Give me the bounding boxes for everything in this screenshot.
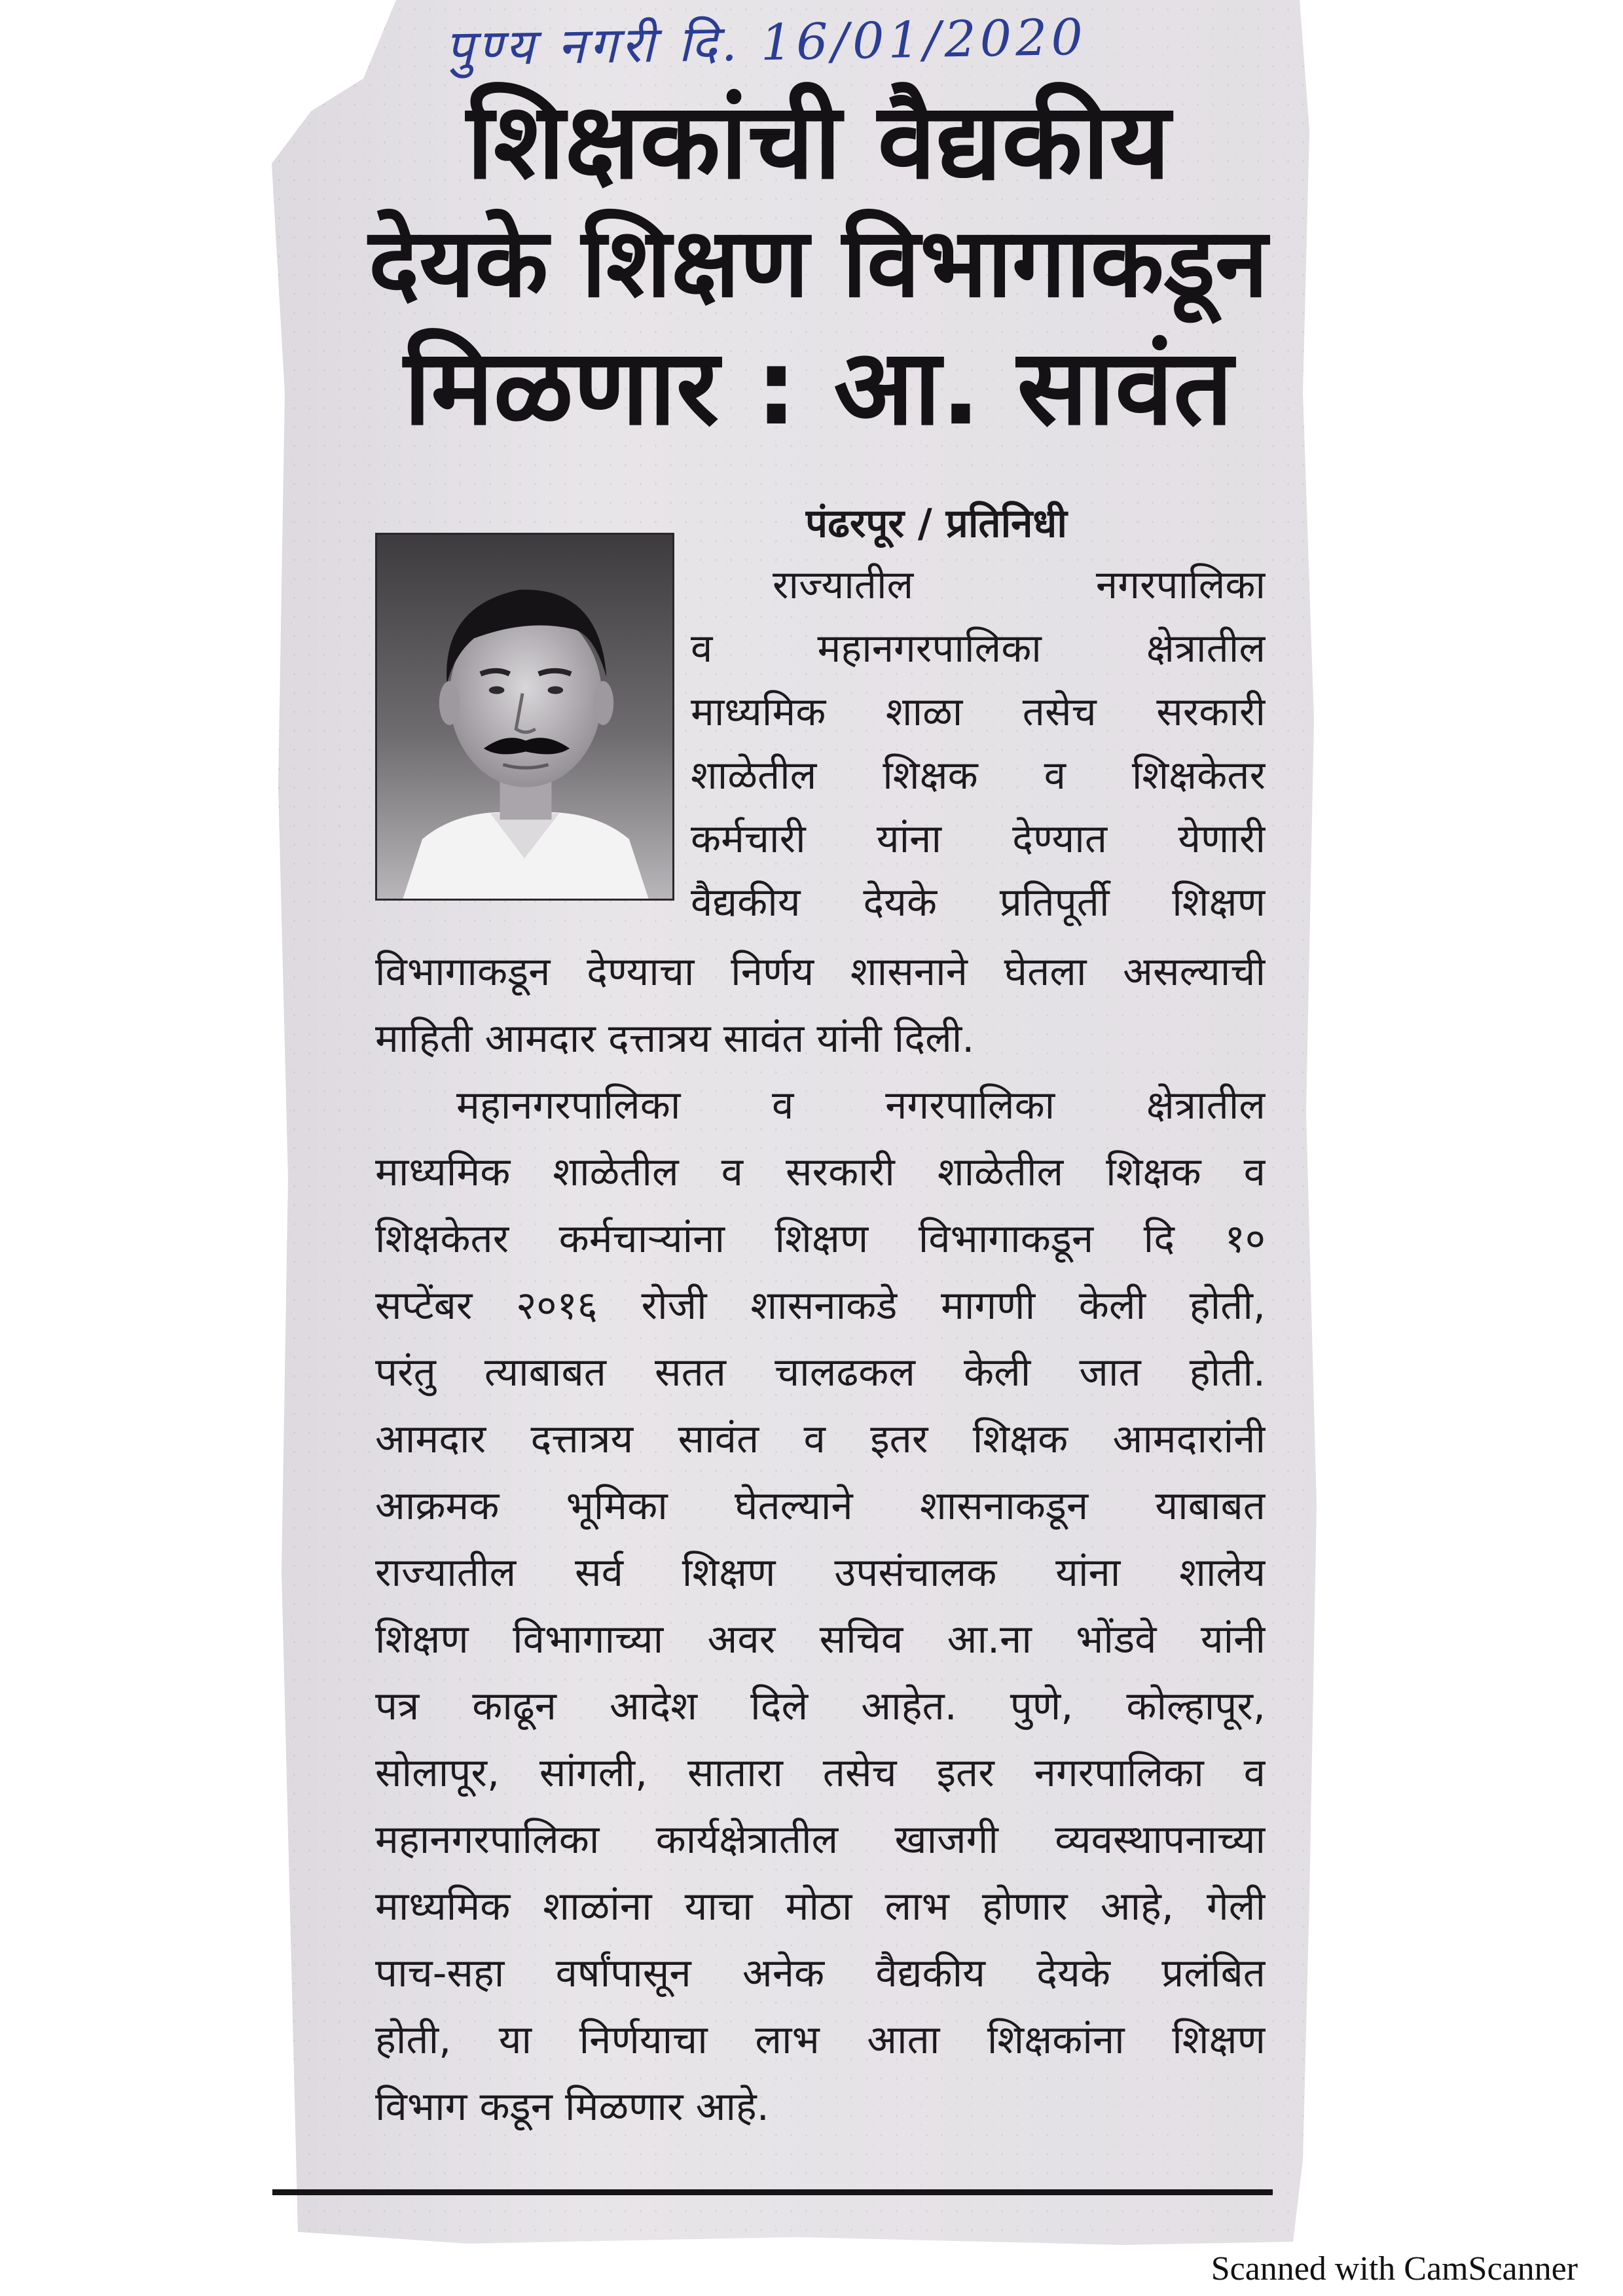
body-line: विभाग कडून मिळणार आहे. bbox=[375, 2084, 769, 2130]
dateline: पंढरपूर / प्रतिनिधी bbox=[805, 501, 1067, 547]
body-line: महानगरपालिका व नगरपालिका क्षेत्रातील bbox=[456, 1083, 1266, 1128]
body-line: आमदार दत्तात्रय सावंत व इतर शिक्षक आमदारांनी bbox=[375, 1416, 1266, 1462]
bottom-rule bbox=[272, 2189, 1273, 2195]
body-line: होती, या निर्णयाचा लाभ आता शिक्षकांना शिक्षण bbox=[375, 2017, 1266, 2063]
body-line: परंतु त्याबाबत सतत चालढकल केली जात होती. bbox=[375, 1350, 1266, 1395]
body-line: माध्यमिक शाळा तसेच सरकारी bbox=[691, 689, 1266, 735]
body-line: कर्मचारी यांना देण्यात येणारी bbox=[691, 816, 1266, 862]
headline-line-2: देयके शिक्षण विभागाकडून bbox=[368, 207, 1269, 319]
body-line: सोलापूर, सांगली, सातारा तसेच इतर नगरपालिका व bbox=[375, 1750, 1266, 1796]
body-line: सप्टेंबर २०१६ रोजी शासनाकडे मागणी केली होती, bbox=[375, 1283, 1266, 1329]
body-line: पाच-सहा वर्षांपासून अनेक वैद्यकीय देयके प्रलंबित bbox=[375, 1950, 1266, 1996]
body-line: शिक्षण विभागाच्या अवर सचिव आ.ना भोंडवे यांनी bbox=[375, 1617, 1266, 1662]
body-line: राज्यातील सर्व शिक्षण उपसंचालक यांना शालेय bbox=[375, 1550, 1266, 1596]
body-line: व महानगरपालिका क्षेत्रातील bbox=[691, 626, 1266, 672]
body-line: माध्यमिक शाळांना याचा मोठा लाभ होणार आहे, गेली bbox=[375, 1884, 1266, 1929]
body-line: राज्यातील नगरपालिका bbox=[773, 562, 1266, 608]
body-line: आक्रमक भूमिका घेतल्याने शासनाकडून याबाबत bbox=[375, 1483, 1266, 1529]
scanner-watermark: Scanned with CamScanner bbox=[1211, 2250, 1578, 2287]
portrait-photo bbox=[375, 533, 674, 901]
headline-line-1: शिक्षकांची वैद्यकीय bbox=[466, 81, 1171, 202]
body-line: महानगरपालिका कार्यक्षेत्रातील खाजगी व्यवस्थापनाच्या bbox=[375, 1817, 1266, 1863]
body-line: शाळेतील शिक्षक व शिक्षकेतर bbox=[691, 753, 1266, 798]
body-line: पत्र काढून आदेश दिले आहेत. पुणे, कोल्हापूर, bbox=[375, 1683, 1266, 1729]
handwritten-source-date: पुण्य नगरी दि. 16/01/2020 bbox=[445, 7, 1087, 77]
body-line: शिक्षकेतर कर्मचाऱ्यांना शिक्षण विभागाकडून दि १० bbox=[375, 1216, 1266, 1262]
body-line: माध्यमिक शाळेतील व सरकारी शाळेतील शिक्षक व bbox=[375, 1149, 1266, 1195]
body-line: वैद्यकीय देयके प्रतिपूर्ती शिक्षण bbox=[691, 880, 1266, 925]
body-line: विभागाकडून देण्याचा निर्णय शासनाने घेतला असल्याची bbox=[375, 949, 1266, 995]
body-line: माहिती आमदार दत्तात्रय सावंत यांनी दिली. bbox=[375, 1016, 975, 1062]
headline-line-3: मिळणार : आ. सावंत bbox=[403, 327, 1233, 448]
